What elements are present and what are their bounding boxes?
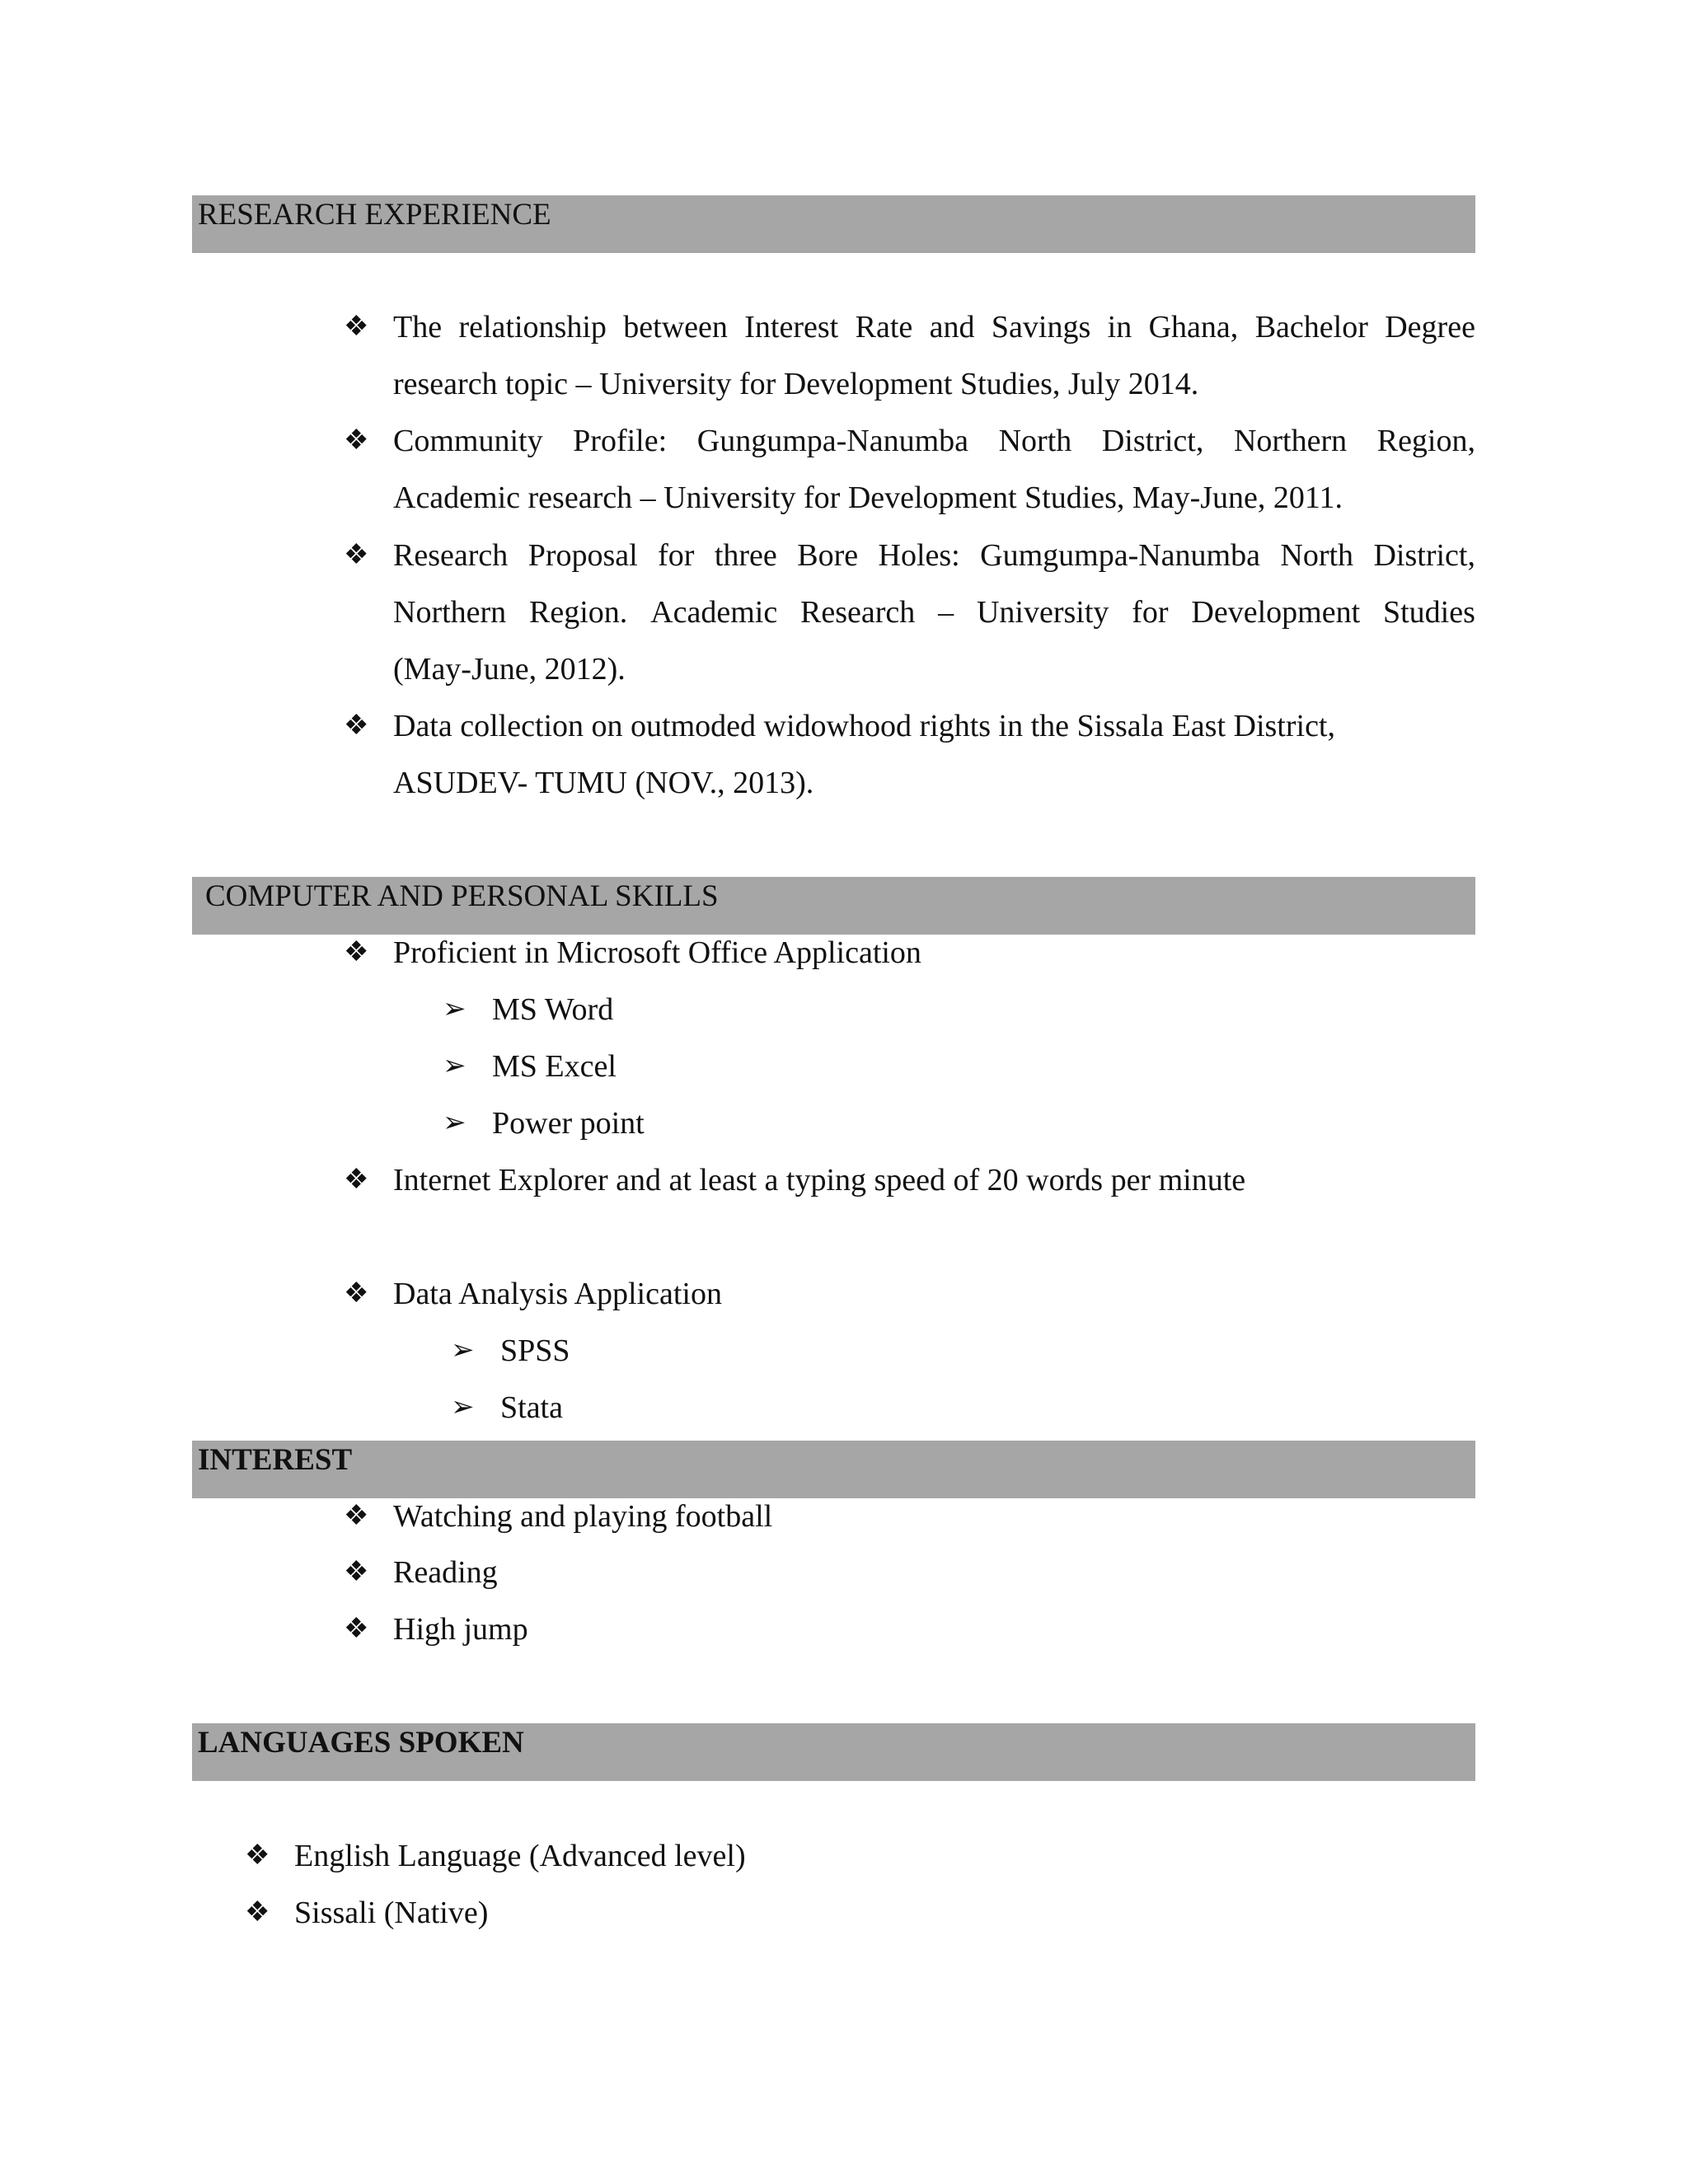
research-item-2-line-1: Community Profile: Gungumpa-Nanumba North District, Northern Region, xyxy=(393,424,1475,458)
language-item-text: Sissali (Native) xyxy=(294,1896,489,1930)
diamond-bullet-icon: ❖ xyxy=(344,937,369,968)
language-item-text: English Language (Advanced level) xyxy=(294,1839,746,1873)
research-item-4-line-1: Data collection on outmoded widowhood rights in the Sissala East District, xyxy=(393,709,1335,743)
skills-item-text: Data Analysis Application xyxy=(393,1277,722,1311)
skills-sub-item-text: MS Excel xyxy=(492,1049,617,1084)
skills-sub-item-text: SPSS xyxy=(500,1333,570,1368)
section-title: LANGUAGES SPOKEN xyxy=(198,1726,524,1760)
diamond-bullet-icon: ❖ xyxy=(344,1501,369,1531)
diamond-bullet-icon: ❖ xyxy=(344,425,369,456)
skills-item-text: Internet Explorer and at least a typing speed of 20 words per minute xyxy=(393,1163,1246,1197)
diamond-bullet-icon: ❖ xyxy=(245,1897,270,1928)
diamond-bullet-icon: ❖ xyxy=(245,1840,270,1871)
research-item-3-line-1: Research Proposal for three Bore Holes: Gumgumpa-Nanumba North District, xyxy=(393,538,1475,573)
research-item-1-line-2: research topic – University for Development Studies, July 2014. xyxy=(393,367,1199,401)
section-header-interest xyxy=(192,1441,1475,1498)
skills-sub-item-text: Stata xyxy=(500,1390,563,1425)
arrow-bullet-icon: ➢ xyxy=(451,1335,475,1366)
diamond-bullet-icon: ❖ xyxy=(344,312,369,342)
interest-item-text: Reading xyxy=(393,1555,498,1590)
research-item-3-line-3: (May-June, 2012). xyxy=(393,652,626,687)
research-item-1-line-1: The relationship between Interest Rate and Savings in Ghana, Bachelor Degree xyxy=(393,310,1475,344)
section-header-research xyxy=(192,195,1475,253)
research-item-2-line-2: Academic research – University for Development Studies, May-June, 2011. xyxy=(393,480,1343,515)
skills-sub-item-text: Power point xyxy=(492,1106,645,1141)
skills-item-text: Proficient in Microsoft Office Application xyxy=(393,935,921,970)
research-item-4-line-2: ASUDEV- TUMU (NOV., 2013). xyxy=(393,766,814,800)
diamond-bullet-icon: ❖ xyxy=(344,1165,369,1195)
section-title: RESEARCH EXPERIENCE xyxy=(198,198,551,232)
research-item-3-line-2: Northern Region. Academic Research – University for Development Studies xyxy=(393,595,1475,630)
diamond-bullet-icon: ❖ xyxy=(344,540,369,570)
arrow-bullet-icon: ➢ xyxy=(443,1108,467,1138)
interest-item-text: High jump xyxy=(393,1612,528,1647)
diamond-bullet-icon: ❖ xyxy=(344,1614,369,1644)
section-title: INTEREST xyxy=(198,1443,353,1477)
section-header-skills xyxy=(192,877,1475,935)
diamond-bullet-icon: ❖ xyxy=(344,710,369,741)
arrow-bullet-icon: ➢ xyxy=(443,994,467,1024)
diamond-bullet-icon: ❖ xyxy=(344,1278,369,1309)
diamond-bullet-icon: ❖ xyxy=(344,1557,369,1587)
arrow-bullet-icon: ➢ xyxy=(451,1392,475,1422)
section-header-languages xyxy=(192,1723,1475,1781)
interest-item-text: Watching and playing football xyxy=(393,1499,773,1534)
skills-sub-item-text: MS Word xyxy=(492,992,614,1027)
section-title: COMPUTER AND PERSONAL SKILLS xyxy=(205,879,719,913)
arrow-bullet-icon: ➢ xyxy=(443,1051,467,1081)
